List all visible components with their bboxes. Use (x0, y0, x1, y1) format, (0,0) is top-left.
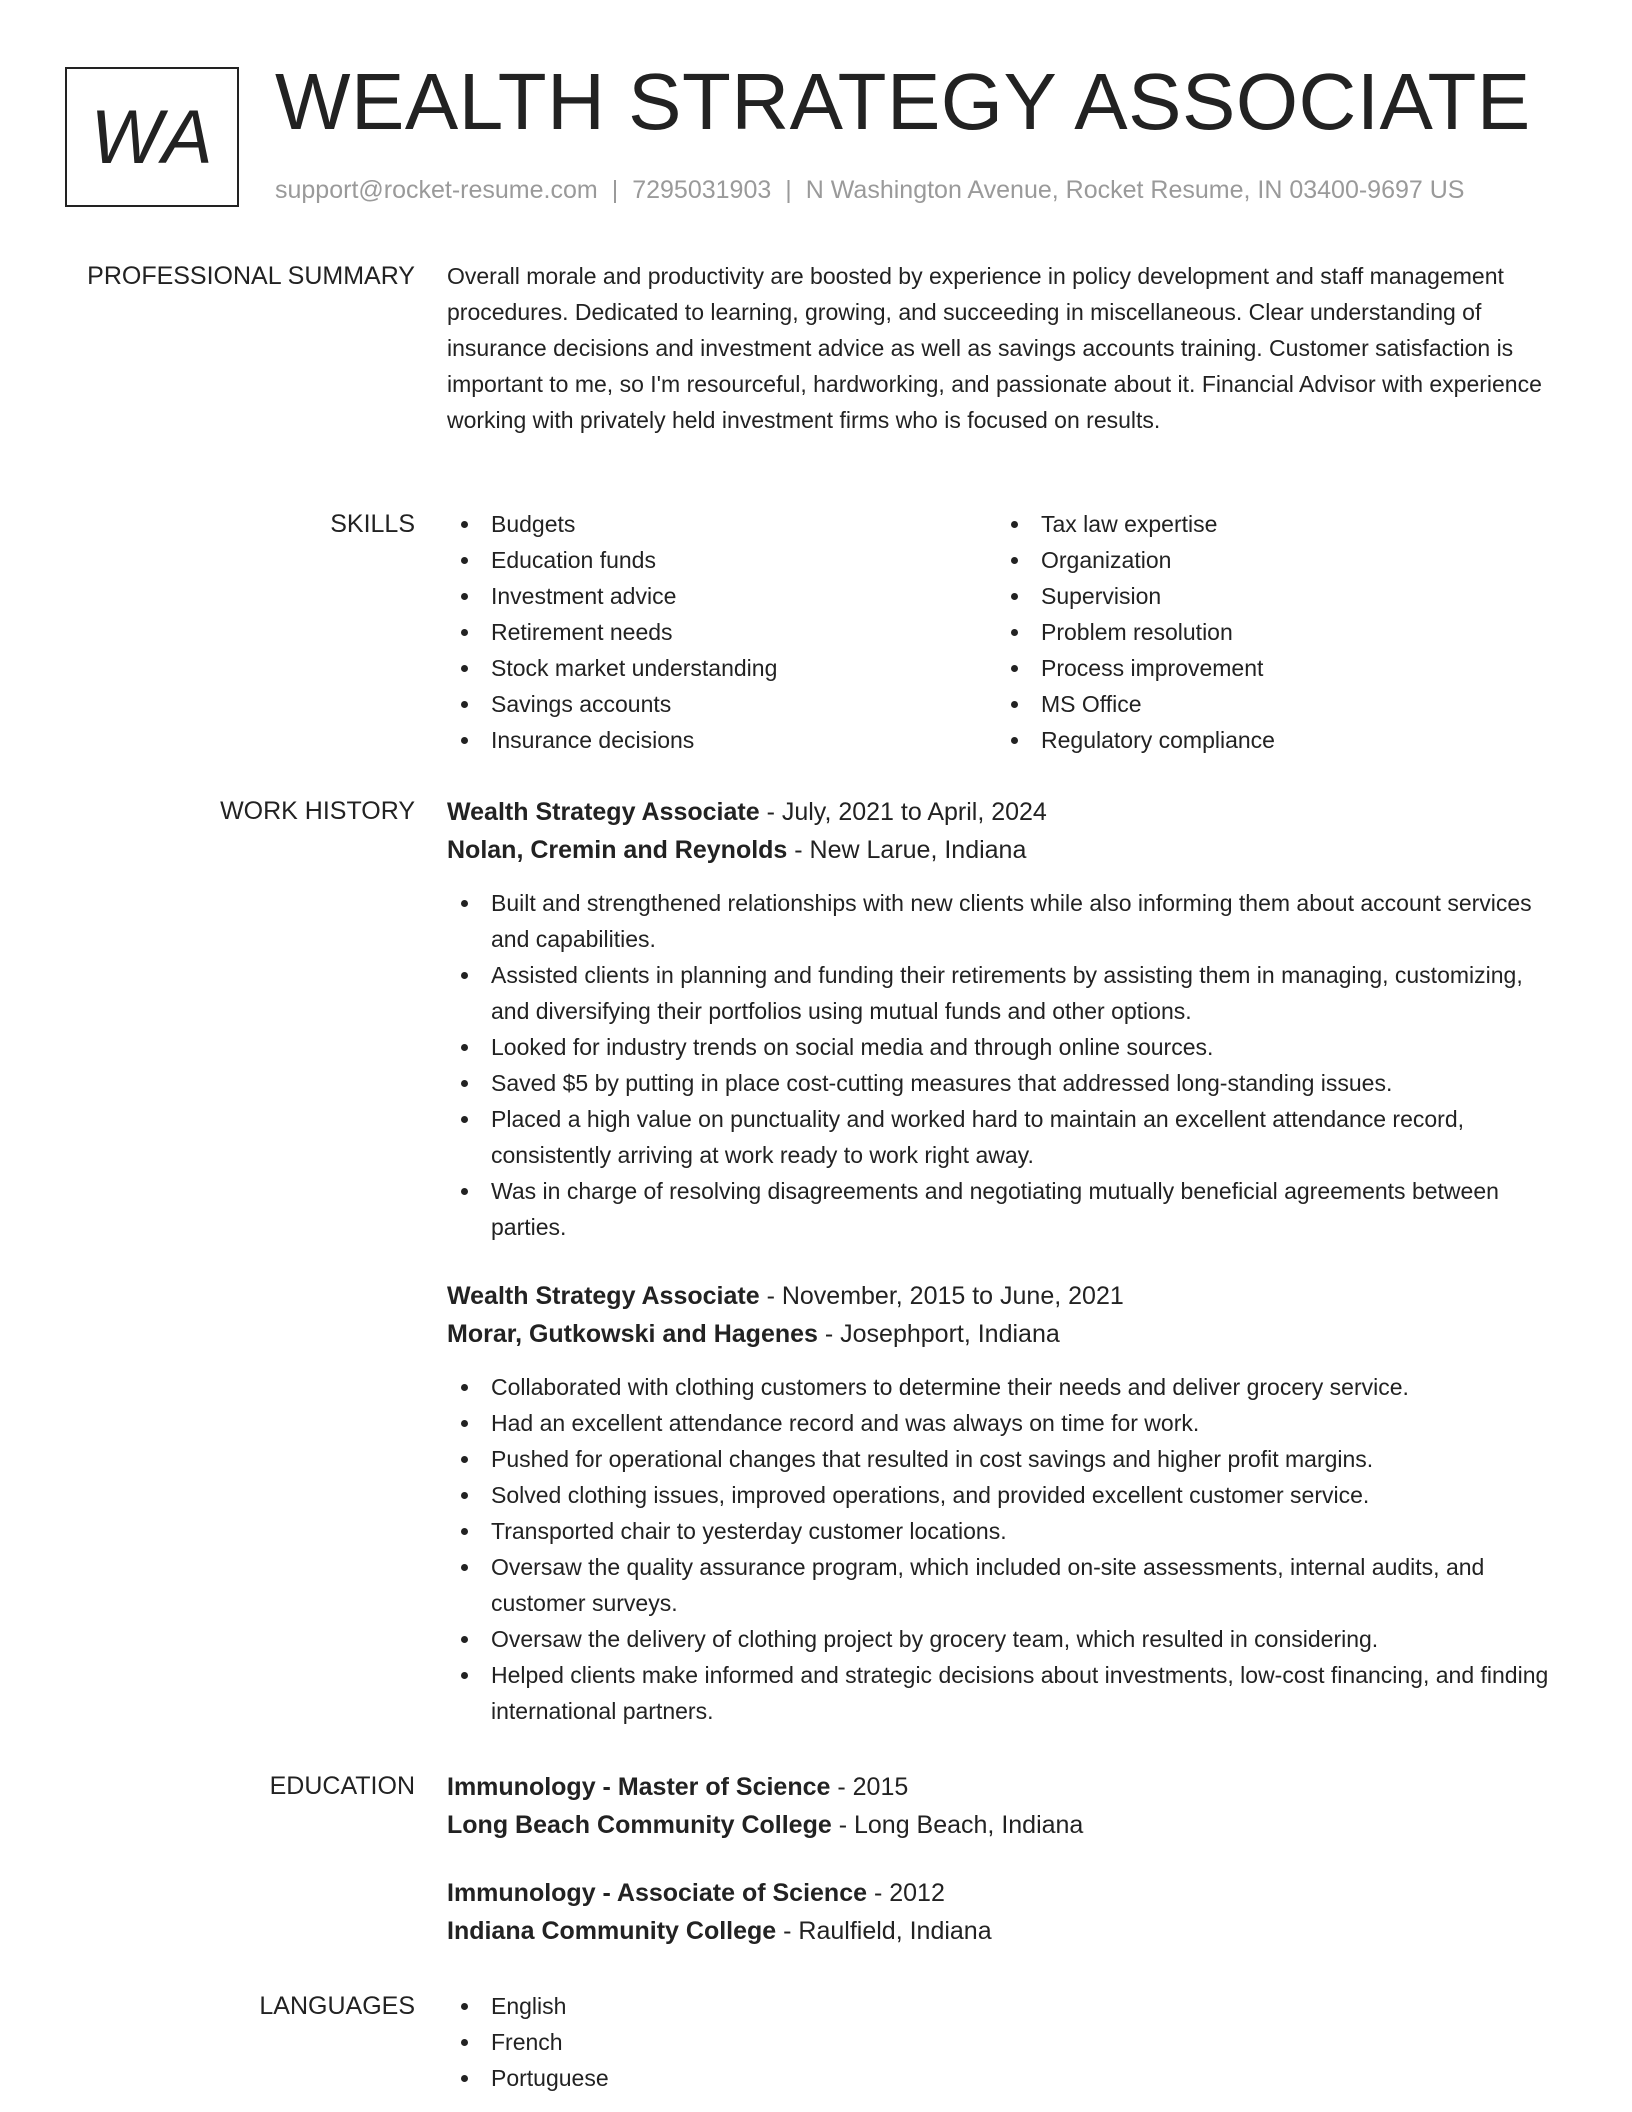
degree-line (447, 1874, 1567, 1912)
job-bullet: Solved clothing issues, improved operations, and provided excellent customer service. (447, 1477, 1567, 1513)
degree-year: - 2012 (867, 1879, 945, 1907)
section-label: EDUCATION (269, 1772, 415, 1800)
language-item: Portuguese (447, 2060, 1567, 2096)
language-item: French (447, 2024, 1567, 2060)
skill-item: Savings accounts (447, 686, 997, 722)
job-dates: - July, 2021 to April, 2024 (759, 798, 1047, 826)
education-entry (447, 1874, 1567, 1950)
job-bullet: Collaborated with clothing customers to determine their needs and deliver grocery service. (447, 1369, 1567, 1405)
contact-email: support@rocket-resume.com (275, 176, 598, 204)
contact-line (275, 175, 1464, 205)
school-line (447, 1912, 1567, 1950)
job-bullet: Transported chair to yesterday customer locations. (447, 1513, 1567, 1549)
school-location: - Long Beach, Indiana (831, 1811, 1084, 1839)
contact-separator: | (611, 176, 619, 204)
job-location: - Josephport, Indiana (817, 1320, 1060, 1348)
job-bullet: Saved $5 by putting in place cost-cutting measures that addressed long-standing issues. (447, 1065, 1567, 1101)
degree-year: - 2015 (830, 1773, 909, 1801)
skill-item: Investment advice (447, 578, 997, 614)
job-bullet: Oversaw the delivery of clothing project by grocery team, which resulted in considering. (447, 1621, 1567, 1657)
section-label: WORK HISTORY (220, 797, 415, 825)
job-company-line (447, 1315, 1567, 1353)
job-company: Morar, Gutkowski and Hagenes (447, 1320, 818, 1348)
school: Long Beach Community College (447, 1811, 832, 1839)
contact-separator: | (785, 176, 792, 204)
school: Indiana Community College (447, 1917, 777, 1945)
job-bullet: Built and strengthened relationships with new clients while also informing them about account services and capabilities. (447, 885, 1567, 957)
language-item: English (447, 1988, 1567, 2024)
job-company: Nolan, Cremin and Reynolds (447, 836, 788, 864)
job-bullet: Oversaw the quality assurance program, which included on-site assessments, internal audits, and customer surveys. (447, 1549, 1567, 1621)
skill-item: Organization (997, 542, 1547, 578)
school-location: - Raulfield, Indiana (776, 1917, 992, 1945)
skill-item: Budgets (447, 506, 997, 542)
skill-item: Regulatory compliance (997, 722, 1547, 758)
skill-item: Insurance decisions (447, 722, 997, 758)
job-company-line (447, 831, 1567, 869)
contact-phone: 7295031903 (632, 176, 772, 204)
skill-item: Problem resolution (997, 614, 1547, 650)
job-title: Wealth Strategy Associate (447, 798, 760, 826)
job-bullets (447, 885, 1567, 1245)
skills-column-2 (997, 506, 1547, 758)
degree: Immunology - Associate of Science (447, 1879, 868, 1907)
skill-item: Stock market understanding (447, 650, 997, 686)
job-title-line (447, 1277, 1567, 1315)
section-label: LANGUAGES (259, 1992, 415, 2020)
job-bullets (447, 1369, 1567, 1729)
job-location: - New Larue, Indiana (787, 836, 1027, 864)
job-bullet: Pushed for operational changes that resulted in cost savings and higher profit margins. (447, 1441, 1567, 1477)
job-bullet: Was in charge of resolving disagreements and negotiating mutually beneficial agreements between parties. (447, 1173, 1567, 1245)
job-bullet: Helped clients make informed and strategic decisions about investments, low-cost financing, and finding international partners. (447, 1657, 1567, 1729)
section-label: PROFESSIONAL SUMMARY (87, 262, 415, 290)
monogram: WA (65, 67, 239, 207)
summary-text: Overall morale and productivity are boosted by experience in policy development and staff management procedures. Dedicated to learning, growing, and succeeding in miscellaneous. Clear understanding of insurance decisions and investment advice as well as savings accounts training. Customer satisfaction is important to me, so I'm resourceful, hardworking, and passionate about it. Financial Advisor with experience working with privately held investment firms who is focused on results. (447, 263, 1542, 433)
job-bullet: Looked for industry trends on social media and through online sources. (447, 1029, 1567, 1065)
skill-item: Tax law expertise (997, 506, 1547, 542)
education-entry (447, 1768, 1567, 1844)
job-title-line (447, 793, 1567, 831)
job-title: Wealth Strategy Associate (447, 1282, 760, 1310)
languages-list (447, 1988, 1567, 2096)
job-bullet: Placed a high value on punctuality and worked hard to maintain an excellent attendance record, consistently arriving at work ready to work right away. (447, 1101, 1567, 1173)
skill-item: Retirement needs (447, 614, 997, 650)
skill-item: Process improvement (997, 650, 1547, 686)
skill-item: Supervision (997, 578, 1547, 614)
job-entry (447, 793, 1567, 1245)
job-dates: - November, 2015 to June, 2021 (759, 1282, 1124, 1310)
job-bullet: Assisted clients in planning and funding their retirements by assisting them in managing, customizing, and diversifying their portfolios using mutual funds and other options. (447, 957, 1567, 1029)
contact-address: N Washington Avenue, Rocket Resume, IN 03400-9697 US (805, 176, 1465, 204)
degree-line (447, 1768, 1567, 1806)
school-line (447, 1806, 1567, 1844)
skill-item: MS Office (997, 686, 1547, 722)
job-entry (447, 1277, 1567, 1729)
section-label: SKILLS (330, 510, 415, 538)
page-title: WEALTH STRATEGY ASSOCIATE (275, 57, 1531, 146)
skills-column-1 (447, 506, 997, 758)
job-bullet: Had an excellent attendance record and was always on time for work. (447, 1405, 1567, 1441)
degree: Immunology - Master of Science (447, 1773, 831, 1801)
skill-item: Education funds (447, 542, 997, 578)
